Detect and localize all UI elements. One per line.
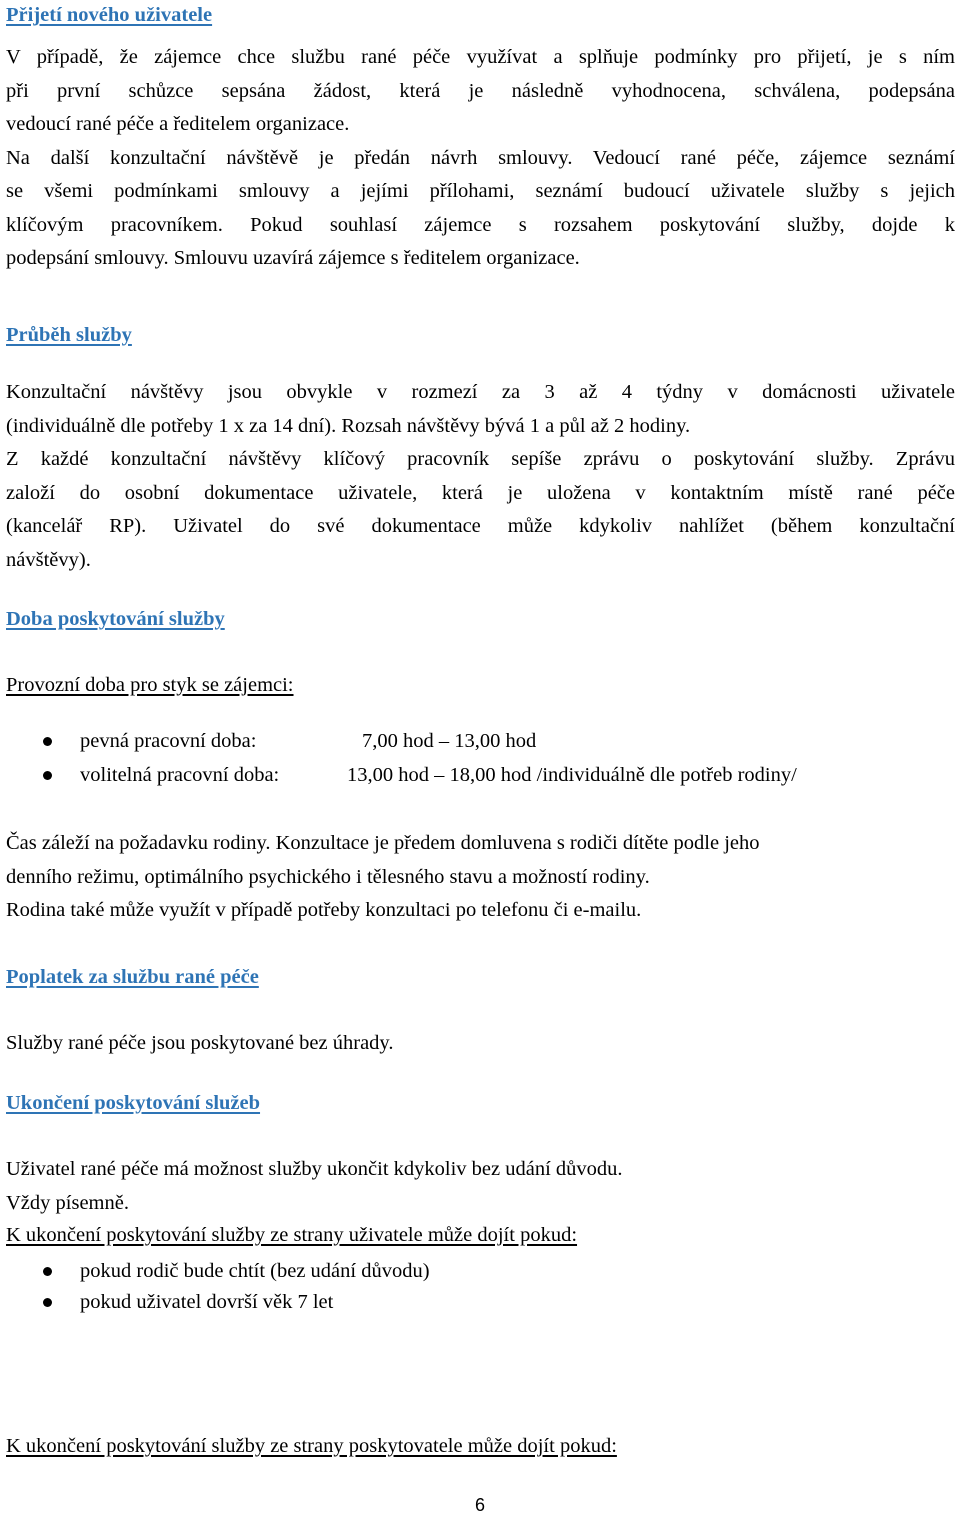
paragraph-ukonceni bbox=[6, 1153, 955, 1220]
text-line: (individuálně dle potřeby 1 x za 14 dní). Rozsah návštěvy bývá 1 a půl až 2 hodiny. bbox=[6, 414, 691, 437]
bullet-icon bbox=[43, 771, 52, 780]
text-line: klíčovým pracovníkem. Pokud souhlasí zájemce s rozsahem poskytování služby, dojde k bbox=[6, 213, 955, 236]
heading-doba: Doba poskytování služby bbox=[6, 608, 225, 630]
page-number: 6 bbox=[474, 1495, 485, 1515]
text-line: návštěvy). bbox=[6, 548, 91, 571]
text-line: denního režimu, optimálního psychického i tělesného stavu a možností rodiny. bbox=[6, 865, 650, 888]
heading-poplatek: Poplatek za službu rané péče bbox=[6, 966, 259, 988]
list-item-text bbox=[80, 725, 536, 758]
text-line: V případě, že zájemce chce službu rané péče využívat a splňuje podmínky pro přijetí, je s ním bbox=[6, 46, 955, 68]
paragraph-poplatek: Služby rané péče jsou poskytované bez úhrady. bbox=[6, 1032, 394, 1054]
bullet-label: pevná pracovní doba: bbox=[80, 730, 257, 752]
text-line: Vždy písemně. bbox=[6, 1191, 129, 1214]
bullet-icon bbox=[43, 1267, 52, 1276]
text-line: Rodina také může využít v případě potřeby konzultaci po telefonu či e-mailu. bbox=[6, 899, 642, 921]
paragraph-prijeti bbox=[6, 41, 955, 276]
subheading-ukonceni-poskytovatel: K ukončení poskytování služby ze strany poskytovatele může dojít pokud: bbox=[6, 1435, 617, 1457]
heading-prubeh: Průběh služby bbox=[6, 324, 132, 346]
text-line: založí do osobní dokumentace uživatele, která je uložena v kontaktním místě rané péče bbox=[6, 481, 955, 504]
heading-prijeti: Přijetí nového uživatele bbox=[6, 4, 213, 26]
text-line: (kancelář RP). Uživatel do své dokumentace může kdykoliv nahlížet (během konzultační bbox=[6, 515, 955, 537]
heading-ukonceni: Ukončení poskytování služeb bbox=[6, 1092, 261, 1114]
bullet-icon bbox=[43, 737, 52, 746]
text-line: Konzultační návštěvy jsou obvykle v rozmezí za 3 až 4 týdny v domácnosti uživatele bbox=[6, 381, 955, 403]
text-line: Z každé konzultační návštěvy klíčový pracovník sepíše zprávu o poskytování služby. Zprávu bbox=[6, 448, 955, 470]
list-item-text: pokud rodič bude chtít (bez udání důvodu) bbox=[80, 1260, 430, 1282]
subheading-provozni-doba: Provozní doba pro styk se zájemci: bbox=[6, 674, 294, 696]
text-line: se všemi podmínkami smlouvy a jejími přílohami, seznámí budoucí uživatele služby s jejich bbox=[6, 180, 955, 202]
text-line: Čas záleží na požadavku rodiny. Konzultace je předem domluvena s rodiči dítěte podle jeho bbox=[6, 832, 760, 854]
text-line: vedoucí rané péče a ředitelem organizace. bbox=[6, 113, 350, 135]
subheading-ukonceni-uzivatel: K ukončení poskytování služby ze strany uživatele může dojít pokud: bbox=[6, 1224, 578, 1246]
text-line: Uživatel rané péče má možnost služby ukončit kdykoliv bez udání důvodu. bbox=[6, 1158, 623, 1180]
text-line: Na další konzultační návštěvě je předán návrh smlouvy. Vedoucí rané péče, zájemce seznámí bbox=[6, 146, 955, 169]
bullet-value: 13,00 hod – 18,00 hod /individuálně dle potřeb rodiny/ bbox=[347, 764, 797, 786]
bullet-icon bbox=[43, 1298, 52, 1307]
paragraph-prubeh bbox=[6, 376, 955, 577]
list-item-text: pokud uživatel dovrší věk 7 let bbox=[80, 1291, 334, 1313]
bullet-label: volitelná pracovní doba: bbox=[80, 764, 280, 786]
list-item-text bbox=[80, 759, 797, 792]
paragraph-doba bbox=[6, 827, 955, 928]
text-line: podepsání smlouvy. Smlouvu uzavírá zájemce s ředitelem organizace. bbox=[6, 247, 580, 269]
bullet-value: 7,00 hod – 13,00 hod bbox=[362, 730, 537, 752]
text-line: při první schůzce sepsána žádost, která je následně vyhodnocena, schválena, podepsána bbox=[6, 79, 955, 102]
